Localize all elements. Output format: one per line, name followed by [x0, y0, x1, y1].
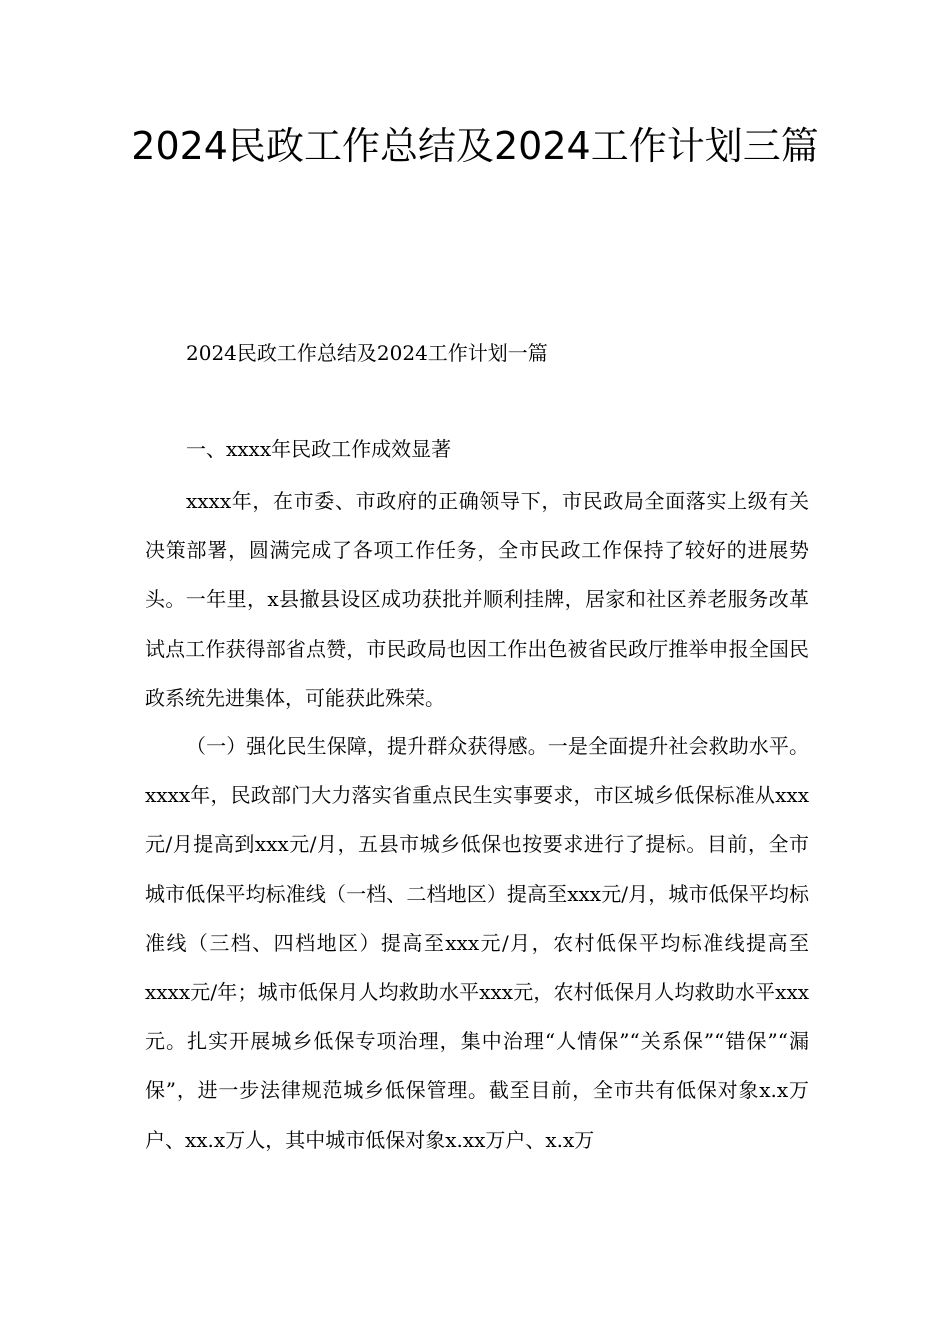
section-heading: 一、xxxx年民政工作成效显著	[186, 437, 452, 461]
body-paragraph-2: （一）强化民生保障，提升群众获得感。一是全面提升社会救助水平。xxxx年，民政部门大力落实省重点民生实事要求，市区城乡低保标准从xxx元/月提高到xxx元/月，五县市城乡低保也按要求进行了提标。目前，全市城市低保平均标准线（一档、二档地区）提高至xxx元/月，城市低保平均标准线（三档、四档地区）提高至xxx元/月，农村低保平均标准线提高至xxxx元/年；城市低保月人均救助水平xxx元，农村低保月人均救助水平xxx元。扎实开展城乡低保专项治理，集中治理“人情保”“关系保”“错保”“漏保”，进一步法律规范城乡低保管理。截至目前，全市共有低保对象x.x万户、xx.x万人，其中城市低保对象x.xx万户、x.x万	[145, 734, 809, 1152]
document-subtitle: 2024民政工作总结及2024工作计划一篇	[186, 341, 548, 365]
document-title: 2024民政工作总结及2024工作计划三篇	[131, 124, 819, 168]
body-paragraph-1: xxxx年，在市委、市政府的正确领导下，市民政局全面落实上级有关决策部署，圆满完成了各项工作任务，全市民政工作保持了较好的进展势头。一年里，x县撤县设区成功获批并顺利挂牌，居家和社区养老服务改革试点工作获得部省点赞，市民政局也因工作出色被省民政厅推举申报全国民政系统先进集体，可能获此殊荣。	[145, 489, 809, 710]
